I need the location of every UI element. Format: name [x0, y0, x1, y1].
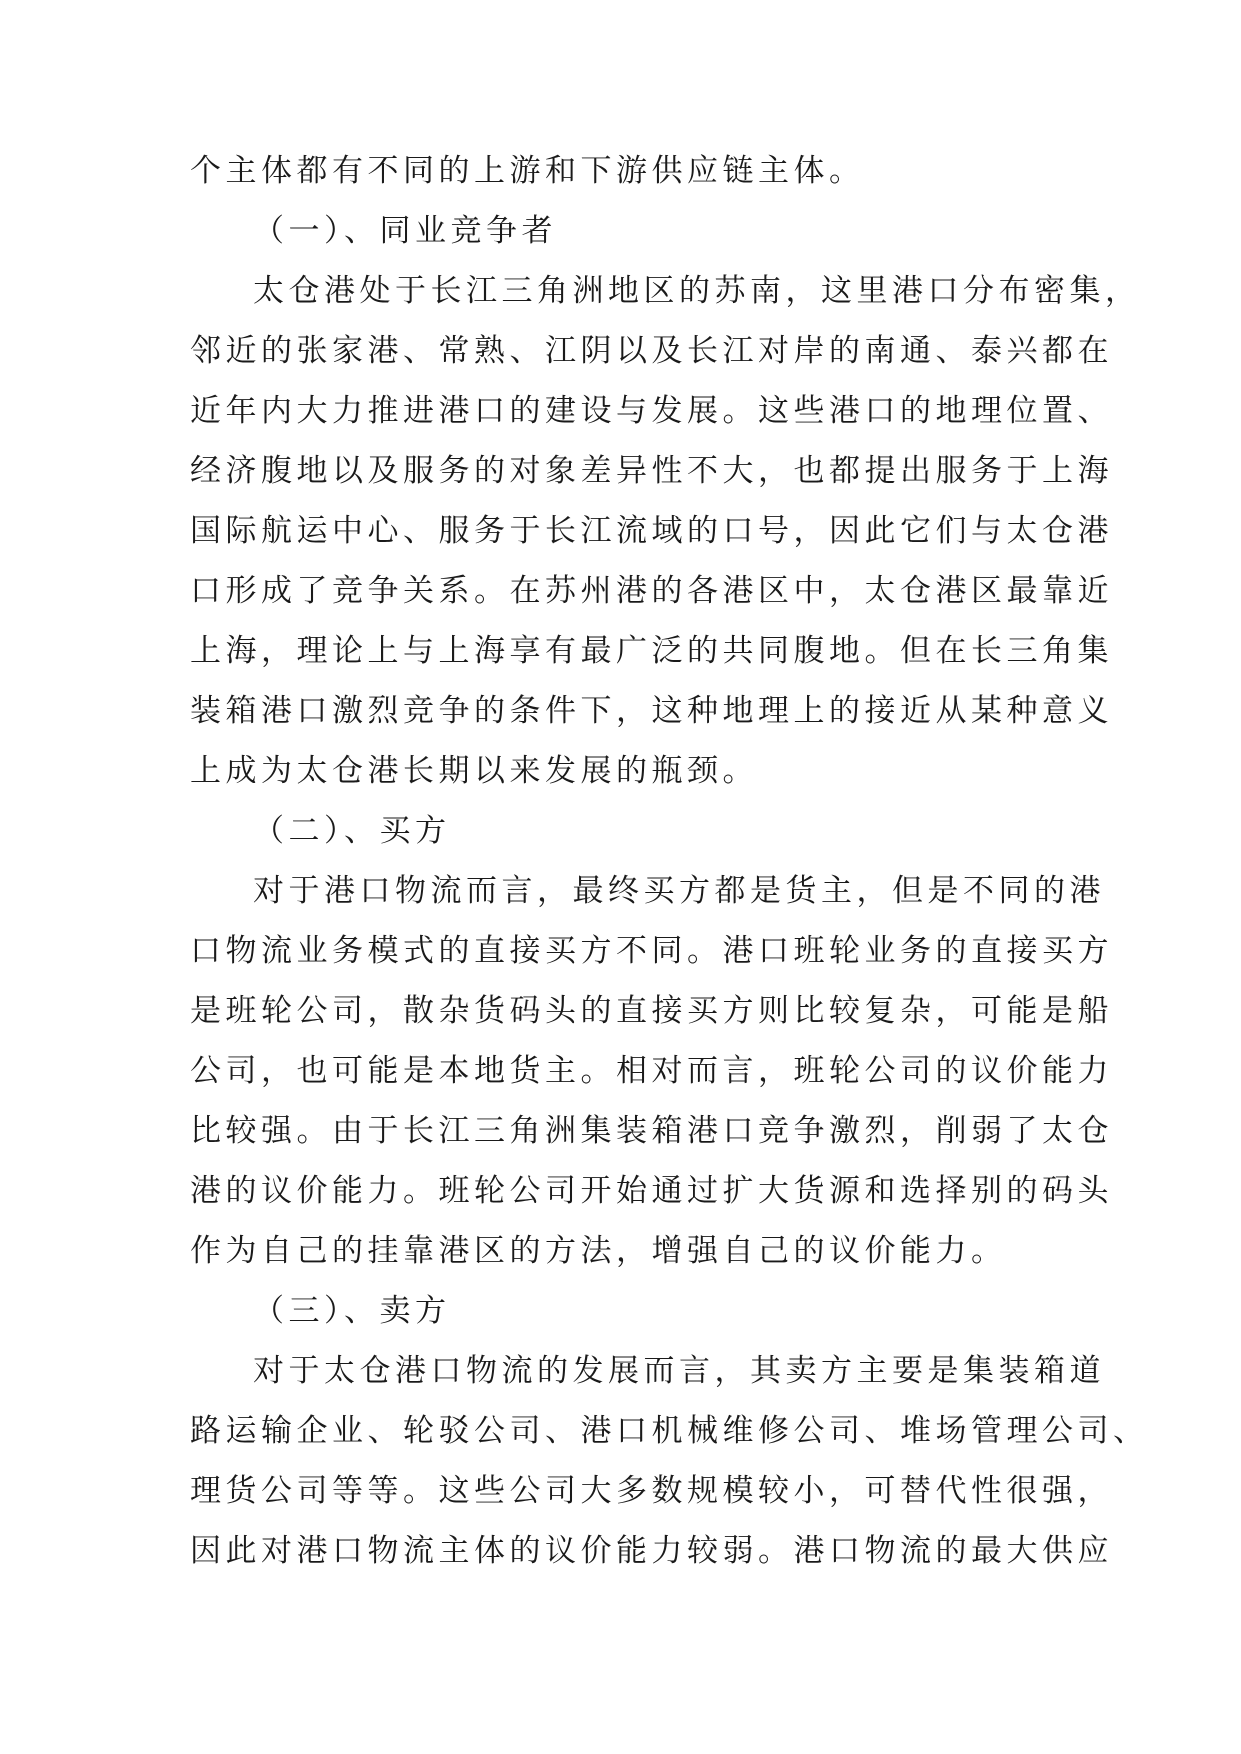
text-line: 国际航运中心、服务于长江流域的口号，因此它们与太仓港 [190, 513, 1113, 549]
text-line: 路运输企业、轮驳公司、港口机械维修公司、堆场管理公司、 [190, 1413, 1149, 1449]
text-line: 上成为太仓港长期以来发展的瓶颈。 [190, 753, 758, 789]
text-line: 口形成了竞争关系。在苏州港的各港区中，太仓港区最靠近 [190, 573, 1113, 609]
text-line: 经济腹地以及服务的对象差异性不大，也都提出服务于上海 [190, 453, 1113, 489]
text-line: 装箱港口激烈竞争的条件下，这种地理上的接近从某种意义 [190, 693, 1113, 729]
text-line: 理货公司等等。这些公司大多数规模较小，可替代性很强， [190, 1473, 1113, 1509]
section-heading: （三）、卖方 [253, 1293, 451, 1329]
text-line: 口物流业务模式的直接买方不同。港口班轮业务的直接买方 [190, 933, 1113, 969]
text-line: 对于太仓港口物流的发展而言，其卖方主要是集装箱道 [253, 1353, 1105, 1389]
text-line: 公司，也可能是本地货主。相对而言，班轮公司的议价能力 [190, 1053, 1113, 1089]
section-heading: （二）、买方 [253, 813, 451, 849]
text-line: 个主体都有不同的上游和下游供应链主体。 [190, 153, 865, 189]
text-line: 港的议价能力。班轮公司开始通过扩大货源和选择别的码头 [190, 1173, 1113, 1209]
text-line: 是班轮公司，散杂货码头的直接买方则比较复杂，可能是船 [190, 993, 1113, 1029]
text-line: 上海，理论上与上海享有最广泛的共同腹地。但在长三角集 [190, 633, 1113, 669]
section-heading: （一）、同业竞争者 [253, 213, 557, 249]
text-line: 对于港口物流而言，最终买方都是货主，但是不同的港 [253, 873, 1105, 909]
text-line: 因此对港口物流主体的议价能力较弱。港口物流的最大供应 [190, 1533, 1113, 1569]
text-line: 近年内大力推进港口的建设与发展。这些港口的地理位置、 [190, 393, 1113, 429]
text-line: 作为自己的挂靠港区的方法，增强自己的议价能力。 [190, 1233, 1007, 1269]
text-line: 邻近的张家港、常熟、江阴以及长江对岸的南通、泰兴都在 [190, 333, 1113, 369]
text-line: 比较强。由于长江三角洲集装箱港口竞争激烈，削弱了太仓 [190, 1113, 1113, 1149]
text-line: 太仓港处于长江三角洲地区的苏南，这里港口分布密集， [253, 273, 1141, 309]
